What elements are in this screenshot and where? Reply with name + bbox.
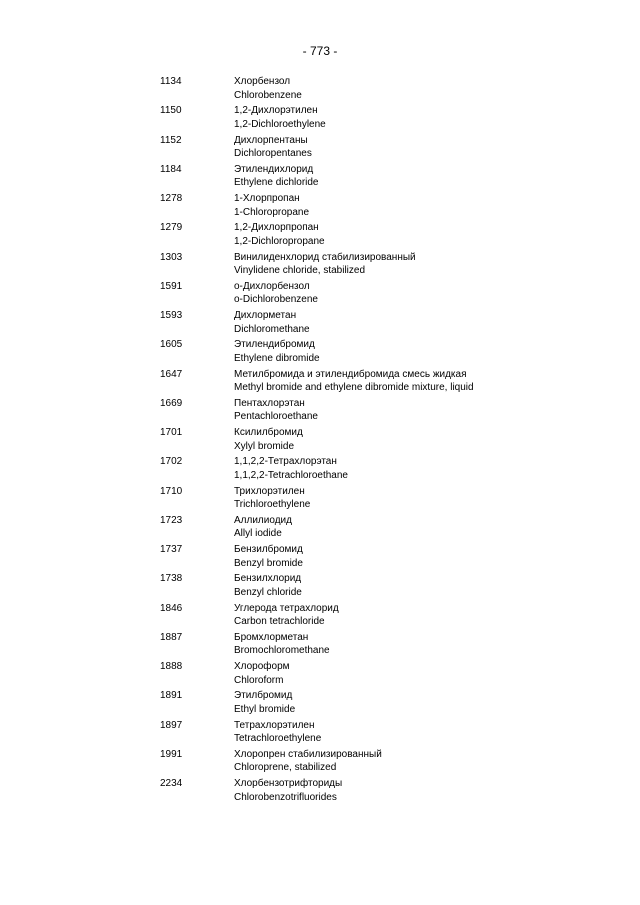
substance-names bbox=[234, 455, 614, 482]
substance-names bbox=[234, 192, 614, 219]
name-russian: 1-Хлорпропан bbox=[234, 193, 300, 204]
name-russian: Этилендибромид bbox=[234, 339, 315, 351]
un-number: 1184 bbox=[160, 163, 182, 175]
name-english: Benzyl chloride bbox=[234, 586, 302, 598]
name-russian: Дихлорметан bbox=[234, 310, 297, 321]
substance-names bbox=[234, 397, 614, 424]
name-english: Ethylene dichloride bbox=[234, 177, 319, 189]
un-number: 1710 bbox=[160, 485, 183, 497]
un-number: 1605 bbox=[160, 339, 183, 351]
name-english: Ethyl bromide bbox=[234, 703, 296, 715]
name-english: Chlorobenzotrifluorides bbox=[234, 791, 337, 803]
list-item bbox=[0, 368, 640, 397]
substance-names bbox=[234, 514, 614, 541]
list-item bbox=[0, 777, 640, 806]
list-item bbox=[0, 748, 640, 777]
un-number: 1591 bbox=[160, 280, 183, 292]
name-russian: Бензилбромид bbox=[234, 544, 303, 555]
list-item bbox=[0, 75, 640, 104]
name-russian: 1,2-Дихлорпропан bbox=[234, 222, 319, 234]
un-number: 2234 bbox=[160, 778, 183, 789]
name-english: Benzyl bromide bbox=[234, 557, 303, 569]
name-russian: Этилбромид bbox=[234, 690, 293, 702]
list-item bbox=[0, 514, 640, 543]
name-english: Pentachloroethane bbox=[234, 411, 318, 423]
substance-names bbox=[234, 719, 614, 746]
un-number: 1846 bbox=[160, 602, 183, 614]
name-english: Dichloropentanes bbox=[234, 148, 312, 159]
list-item bbox=[0, 192, 640, 221]
substance-names bbox=[234, 602, 614, 629]
name-russian: Ксилилбромид bbox=[234, 427, 303, 438]
substance-names bbox=[234, 368, 614, 395]
name-russian: Аллилиодид bbox=[234, 514, 292, 526]
name-russian: Винилиденхлорид стабилизированный bbox=[234, 251, 416, 263]
substance-names bbox=[234, 631, 614, 658]
un-number: 1150 bbox=[160, 105, 182, 117]
list-item bbox=[0, 689, 640, 718]
un-number: 1701 bbox=[160, 427, 183, 438]
un-number: 1303 bbox=[160, 251, 183, 263]
substance-names bbox=[234, 660, 614, 687]
un-number: 1279 bbox=[160, 222, 183, 234]
un-number: 1669 bbox=[160, 397, 183, 409]
list-item bbox=[0, 251, 640, 280]
name-russian: о-Дихлорбензол bbox=[234, 280, 310, 292]
un-number: 1593 bbox=[160, 310, 183, 321]
list-item bbox=[0, 602, 640, 631]
name-russian: Тетрахлорэтилен bbox=[234, 719, 315, 731]
substance-names bbox=[234, 309, 614, 336]
substance-names bbox=[234, 485, 614, 512]
name-english: 1-Chloropropane bbox=[234, 206, 310, 218]
list-item bbox=[0, 543, 640, 572]
name-russian: 1,1,2,2-Тетрахлорэтан bbox=[234, 456, 337, 468]
un-number: 1897 bbox=[160, 719, 183, 731]
substance-names bbox=[234, 251, 614, 278]
name-english: 1,2-Dichloroethylene bbox=[234, 118, 326, 130]
un-number: 1152 bbox=[160, 134, 182, 146]
list-item bbox=[0, 134, 640, 163]
un-number: 1888 bbox=[160, 661, 183, 672]
un-number: 1702 bbox=[160, 456, 183, 468]
substance-names bbox=[234, 163, 614, 190]
list-item bbox=[0, 719, 640, 748]
name-russian: Хлорбензол bbox=[234, 76, 291, 87]
list-item bbox=[0, 338, 640, 367]
un-number: 1134 bbox=[160, 76, 182, 87]
un-number: 1738 bbox=[160, 573, 183, 585]
substance-names bbox=[234, 777, 614, 804]
list-item bbox=[0, 485, 640, 514]
name-russian: Хлороформ bbox=[234, 661, 290, 672]
name-english: Chloroprene, stabilized bbox=[234, 762, 337, 774]
name-russian: Дихлорпентаны bbox=[234, 134, 308, 146]
name-english: Bromochloromethane bbox=[234, 645, 330, 657]
name-english: 1,2-Dichloropropane bbox=[234, 235, 325, 247]
name-english: Allyl iodide bbox=[234, 528, 282, 540]
list-item bbox=[0, 426, 640, 455]
name-russian: Хлорбензотрифториды bbox=[234, 778, 343, 789]
un-number: 1991 bbox=[160, 748, 183, 760]
substance-names bbox=[234, 134, 614, 161]
substance-names bbox=[234, 75, 614, 102]
name-russian: 1,2-Дихлорэтилен bbox=[234, 105, 318, 117]
substance-names bbox=[234, 104, 614, 131]
un-number: 1891 bbox=[160, 690, 183, 702]
name-english: Methyl bromide and ethylene dibromide mixture, liquid bbox=[234, 382, 474, 393]
list-item bbox=[0, 397, 640, 426]
substance-names bbox=[234, 748, 614, 775]
list-item bbox=[0, 455, 640, 484]
name-english: Trichloroethylene bbox=[234, 499, 311, 510]
list-item bbox=[0, 221, 640, 250]
name-russian: Трихлорэтилен bbox=[234, 485, 305, 497]
name-english: Xylyl bromide bbox=[234, 440, 295, 452]
un-number: 1737 bbox=[160, 544, 183, 555]
list-item bbox=[0, 163, 640, 192]
substance-names bbox=[234, 543, 614, 570]
name-english: Vinylidene chloride, stabilized bbox=[234, 265, 366, 276]
name-russian: Этилендихлорид bbox=[234, 163, 314, 175]
un-number: 1278 bbox=[160, 193, 183, 204]
un-number: 1887 bbox=[160, 631, 183, 643]
list-item bbox=[0, 104, 640, 133]
list-item bbox=[0, 309, 640, 338]
un-number: 1723 bbox=[160, 514, 183, 526]
name-russian: Бензилхлорид bbox=[234, 573, 302, 585]
name-russian: Бромхлорметан bbox=[234, 631, 309, 643]
name-russian: Хлоропрен стабилизированный bbox=[234, 748, 382, 760]
list-item bbox=[0, 280, 640, 309]
list-item bbox=[0, 631, 640, 660]
page-number: - 773 - bbox=[302, 44, 338, 58]
substance-names bbox=[234, 572, 614, 599]
name-russian: Углерода тетрахлорид bbox=[234, 602, 339, 614]
name-english: Chloroform bbox=[234, 674, 284, 686]
list-item bbox=[0, 572, 640, 601]
name-english: 1,1,2,2-Tetrachloroethane bbox=[234, 469, 348, 481]
un-number: 1647 bbox=[160, 368, 183, 380]
substance-names bbox=[234, 221, 614, 248]
name-english: Carbon tetrachloride bbox=[234, 616, 325, 627]
substance-names bbox=[234, 280, 614, 307]
name-english: Chlorobenzene bbox=[234, 89, 302, 101]
name-russian: Пентахлорэтан bbox=[234, 397, 305, 409]
substance-names bbox=[234, 689, 614, 716]
substance-names bbox=[234, 338, 614, 365]
list-item bbox=[0, 660, 640, 689]
name-english: Ethylene dibromide bbox=[234, 352, 320, 364]
name-russian: Метилбромида и этилендибромида смесь жидкая bbox=[234, 368, 467, 380]
name-english: Dichloromethane bbox=[234, 323, 310, 335]
substance-list bbox=[0, 75, 640, 806]
name-english: o-Dichlorobenzene bbox=[234, 294, 318, 306]
name-english: Tetrachloroethylene bbox=[234, 733, 322, 744]
substance-names bbox=[234, 426, 614, 453]
